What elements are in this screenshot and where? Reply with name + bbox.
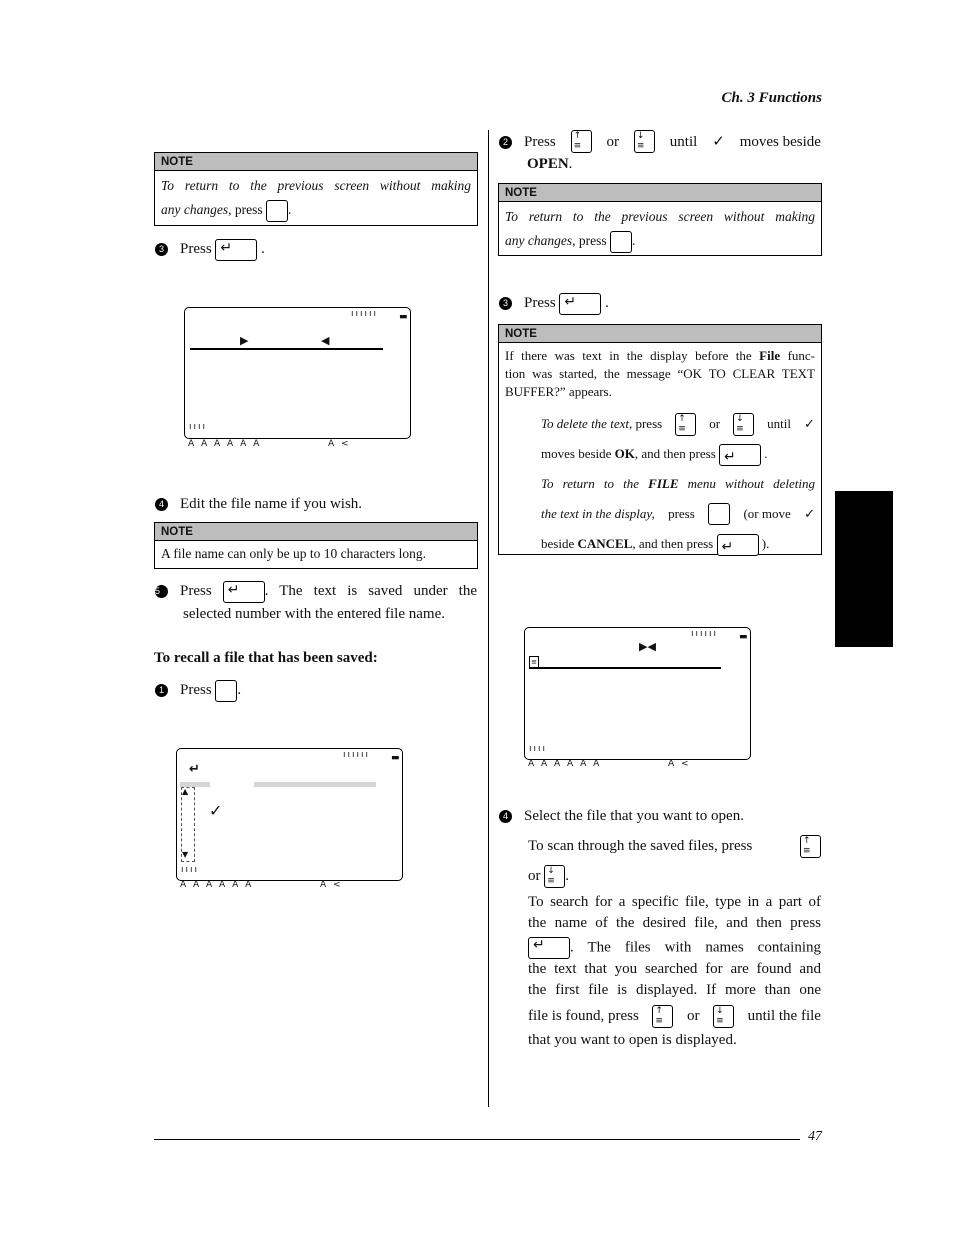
- step-text: moves beside: [739, 133, 821, 150]
- lcd-mark: ▬: [391, 753, 402, 763]
- step-number-icon: 3: [155, 243, 168, 256]
- note-text: menu without deleting: [687, 476, 815, 491]
- footer-rule: [154, 1139, 800, 1140]
- cancel-key-icon: [610, 231, 632, 253]
- note-text: If there was text in the display before the: [505, 348, 752, 363]
- step-text: or: [686, 1008, 700, 1025]
- step-text: Press: [180, 583, 212, 599]
- step-text: or: [528, 868, 541, 884]
- note-text: OK: [614, 446, 635, 461]
- page-number: 47: [808, 1129, 822, 1144]
- lcd-screen: [184, 307, 411, 439]
- recall-heading: To recall a file that has been saved:: [154, 650, 378, 666]
- step-5-left: [155, 580, 477, 625]
- step-text: . The text is saved under the: [264, 583, 477, 599]
- step-number-icon: 4: [499, 810, 512, 823]
- note-text: File: [759, 348, 781, 363]
- step-3-right: [499, 292, 821, 315]
- lcd-status-row: A <: [668, 759, 691, 769]
- enter-key-icon: [717, 534, 759, 556]
- step-text: Select the file that you want to open.: [524, 808, 744, 824]
- chapter-title: Ch. 3 Functions: [721, 90, 822, 106]
- step-text: the text that you searched for are found and: [528, 961, 821, 978]
- lcd-underline: [190, 348, 383, 350]
- note-text: the text in the display,: [541, 506, 655, 521]
- note-text: or: [709, 416, 721, 431]
- note-text: CANCEL: [577, 536, 633, 551]
- note-label: NOTE: [499, 325, 821, 343]
- note-text: any changes,: [161, 202, 232, 217]
- step-number-icon: 5: [155, 585, 168, 598]
- step-text: the first file is displayed. If more than one: [528, 982, 821, 999]
- lcd-status-row: A A A A A A: [188, 439, 262, 449]
- lcd-battery-icon: ıııııı: [691, 629, 719, 639]
- step-3-left: [155, 238, 477, 261]
- note-label: NOTE: [155, 153, 477, 171]
- note-text: press: [578, 233, 607, 248]
- note-text: moves beside: [541, 446, 612, 461]
- lcd-battery-icon: ıııııı: [351, 309, 379, 319]
- checkmark-icon: ✓: [804, 416, 815, 431]
- step-text: .: [261, 241, 265, 257]
- step-number-icon: 2: [499, 136, 512, 149]
- note-text: until: [767, 416, 791, 431]
- note-box: [154, 152, 478, 226]
- lcd-battery-icon: ıııııı: [343, 750, 371, 760]
- step-text: until the file: [747, 1008, 821, 1025]
- step-text: .: [565, 868, 569, 884]
- up-key-icon: ↑ ≡: [675, 413, 696, 436]
- note-text: .: [764, 446, 768, 461]
- note-text: , and then press: [632, 536, 714, 551]
- note-text: To return to the previous screen without making: [161, 178, 471, 193]
- step-text: .: [605, 295, 609, 311]
- step-text: To scan through the saved files, press: [528, 838, 753, 854]
- file-marker-icon: ≡: [529, 656, 539, 669]
- lcd-battery-icon: ıııı: [189, 422, 208, 432]
- step-text: OPEN: [527, 156, 569, 172]
- note-text: To delete the text,: [541, 416, 633, 431]
- enter-key-icon: [719, 444, 761, 466]
- lcd-status-row: A <: [320, 880, 343, 890]
- step-text: Press: [524, 295, 556, 311]
- lcd-battery-icon: ıııı: [181, 865, 200, 875]
- note-text: A file name can only be up to 10 characters long.: [161, 546, 427, 561]
- step-number-icon: 1: [155, 684, 168, 697]
- down-key-icon: ↓ ≡: [544, 865, 565, 888]
- step-text: To search for a specific file, type in a part of: [528, 894, 821, 911]
- note-text: .: [287, 202, 292, 217]
- lcd-screen-file-menu: [176, 748, 403, 881]
- cursor-both-icon: ▶◀: [639, 640, 656, 653]
- step-2-right: [499, 130, 821, 175]
- step-text: selected number with the entered file name.: [183, 605, 445, 622]
- note-text: To return to the previous screen without making: [505, 209, 815, 224]
- note-text: BUFFER?” appears.: [505, 384, 612, 399]
- note-box-clear-buffer: [498, 324, 822, 555]
- enter-key-icon: [559, 293, 601, 315]
- step-number-icon: 3: [499, 297, 512, 310]
- step-text: Press: [180, 682, 212, 698]
- step-text: Press: [524, 133, 556, 150]
- enter-key-icon: [223, 581, 265, 603]
- step-number-icon: 4: [155, 498, 168, 511]
- lcd-mark: ▬: [399, 312, 410, 322]
- lcd-status-row: A A A A A A: [528, 759, 602, 769]
- lcd-underline: [529, 667, 721, 669]
- step-text: .: [568, 156, 573, 172]
- return-arrow-icon: ↵: [189, 762, 200, 777]
- file-key-icon: [215, 680, 237, 702]
- lcd-screen-open: [524, 627, 751, 760]
- note-text: , and then press: [634, 446, 716, 461]
- checkmark-icon: ✓: [712, 133, 725, 150]
- down-key-icon: ↓ ≡: [733, 413, 754, 436]
- step-text: or: [606, 133, 619, 150]
- up-key-icon: ↑ ≡: [800, 835, 821, 858]
- lcd-battery-icon: ıııı: [529, 744, 548, 754]
- note-text: FILE: [648, 476, 679, 491]
- note-text: .: [631, 233, 636, 248]
- column-divider: [488, 130, 489, 1107]
- step-text: Press: [180, 241, 212, 257]
- step-text: Edit the file name if you wish.: [180, 496, 363, 512]
- lcd-mark: ▬: [739, 632, 750, 642]
- up-arrow-icon: ▲: [182, 787, 189, 796]
- note-label: NOTE: [155, 523, 477, 541]
- cursor-right-icon: ▶: [240, 334, 249, 347]
- note-text: (or move: [743, 506, 791, 521]
- up-key-icon: ↑ ≡: [571, 130, 592, 153]
- lcd-highlight: [254, 782, 376, 787]
- step-text: file is found, press: [528, 1008, 639, 1025]
- note-text: tion was started, the message “OK TO CLEAR TEXT: [505, 366, 815, 381]
- step-text: that you want to open is displayed.: [528, 1032, 737, 1049]
- note-text: func-: [787, 348, 816, 363]
- step-text: .: [237, 682, 242, 698]
- step-4-left: [155, 493, 477, 515]
- up-key-icon: ↑ ≡: [652, 1005, 673, 1028]
- note-box: [154, 522, 478, 569]
- chapter-tab: [835, 491, 893, 647]
- enter-key-icon: [215, 239, 257, 261]
- lcd-status-row: A <: [328, 439, 351, 449]
- checkmark-icon: ✓: [804, 506, 815, 521]
- step-text: the name of the desired file, and then press: [528, 915, 821, 932]
- cursor-left-icon: ◀: [321, 334, 330, 347]
- note-box: [498, 183, 822, 256]
- note-text: beside: [541, 536, 575, 551]
- enter-key-icon: [528, 937, 570, 959]
- checkmark-icon: ✓: [209, 801, 223, 820]
- note-text: any changes,: [505, 233, 576, 248]
- step-4-right: [499, 805, 821, 827]
- step-4-details: [528, 834, 821, 1051]
- note-text: press: [668, 506, 695, 521]
- cancel-key-icon: [266, 200, 288, 222]
- note-text: ).: [761, 536, 770, 551]
- down-key-icon: ↓ ≡: [713, 1005, 734, 1028]
- note-text: To return to the: [541, 476, 639, 491]
- step-text: . The files with names containing: [570, 939, 821, 956]
- step-text: until: [669, 133, 698, 150]
- step-1-left: [155, 679, 477, 702]
- cancel-key-icon: [708, 503, 730, 525]
- down-arrow-icon: ▼: [182, 850, 189, 859]
- lcd-status-row: A A A A A A: [180, 880, 254, 890]
- note-text: press: [234, 202, 263, 217]
- down-key-icon: ↓ ≡: [634, 130, 655, 153]
- note-label: NOTE: [499, 184, 821, 202]
- note-text: press: [635, 416, 663, 431]
